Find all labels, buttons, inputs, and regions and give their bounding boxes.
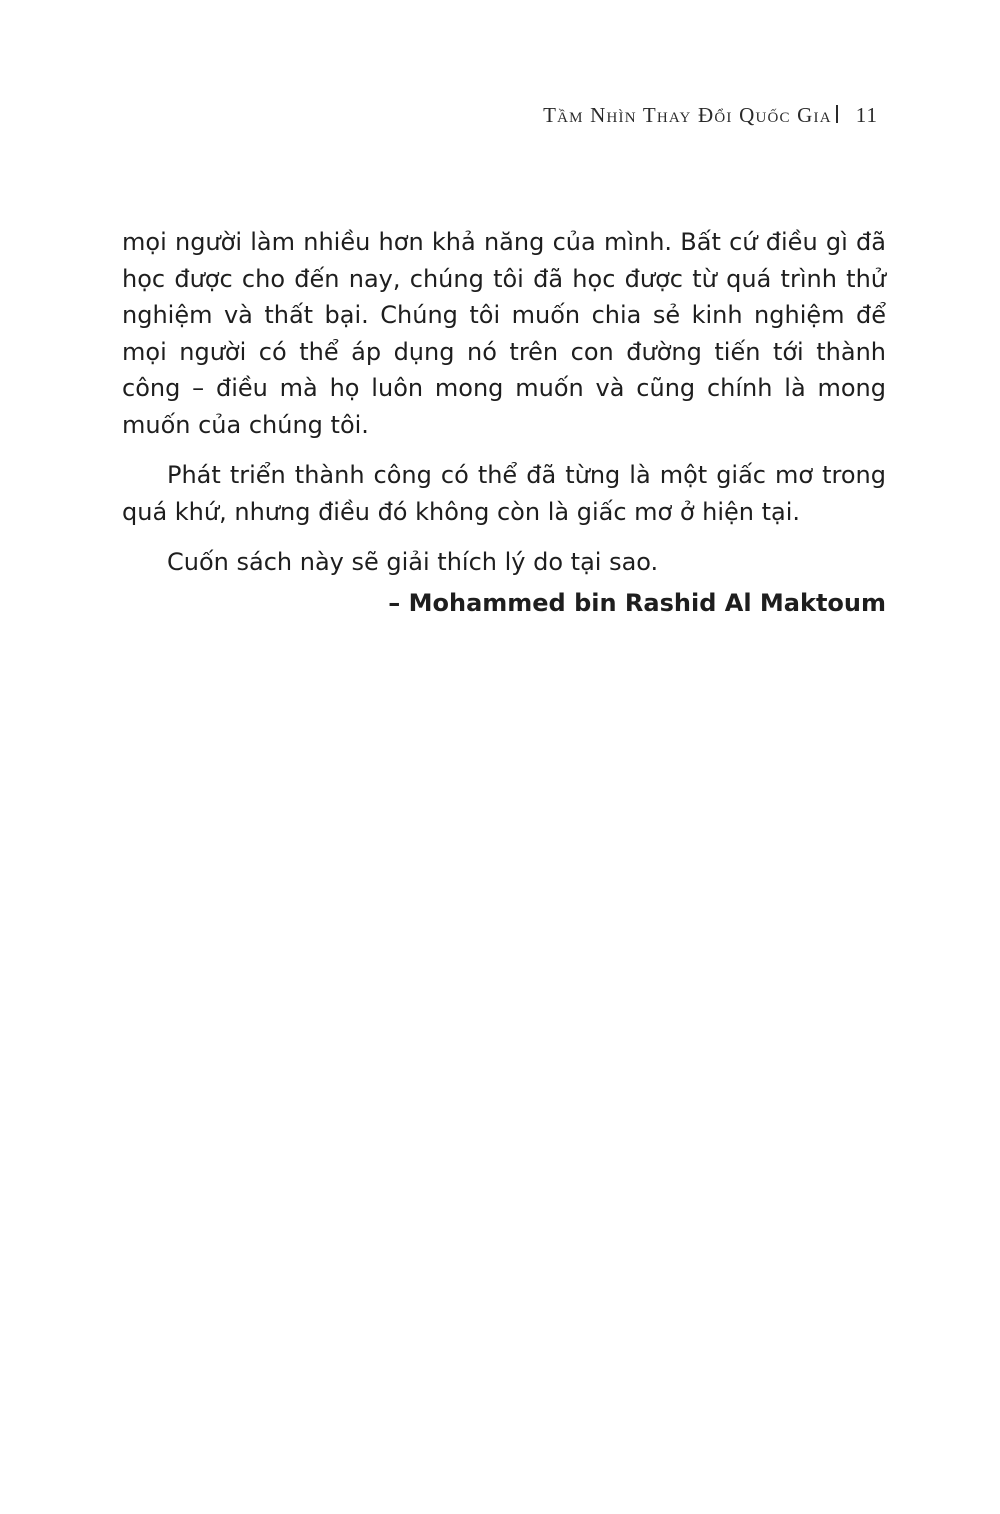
paragraph: Phát triển thành công có thể đã từng là một giấc mơ trong quá khứ, nhưng điều đó không còn là giấc mơ ở hiện tại. — [122, 461, 886, 526]
running-header — [543, 100, 878, 130]
header-divider — [836, 105, 838, 123]
running-title: Tầm Nhìn Thay Đổi Quốc Gia — [543, 103, 832, 127]
body-text — [122, 224, 886, 621]
paragraph: Cuốn sách này sẽ giải thích lý do tại sao. — [167, 548, 659, 576]
page-number: 11 — [855, 103, 878, 127]
paragraph-continued: mọi người làm nhiều hơn khả năng của mình. Bất cứ điều gì đã học được cho đến nay, chúng tôi đã học được từ quá trình thử nghiệm và thất bại. Chúng tôi muốn chia sẻ kinh nghiệm để mọi người có thể áp dụng nó trên con đường tiến tới thành công – điều mà họ luôn mong muốn và cũng chính là mong muốn của chúng tôi. — [122, 228, 886, 439]
author-signature: – Mohammed bin Rashid Al Maktoum — [388, 588, 886, 617]
